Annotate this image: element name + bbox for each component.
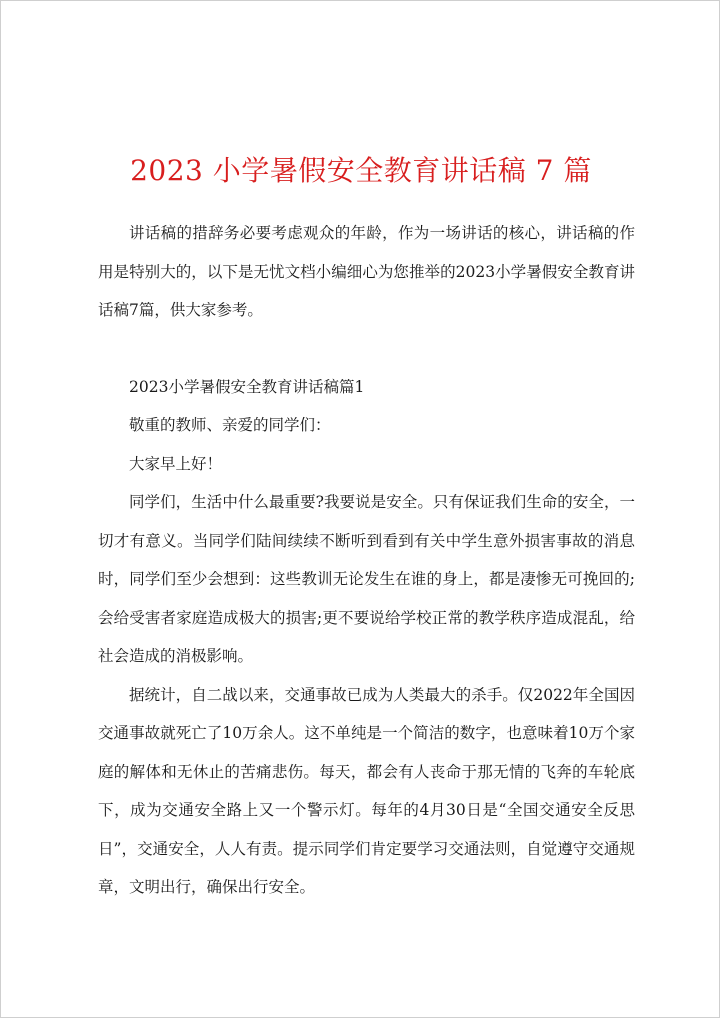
document-body: [98, 214, 635, 907]
section-heading: 2023小学暑假安全教育讲话稿篇1: [129, 377, 365, 396]
body-paragraph: 据统计，自二战以来，交通事故已成为人类最大的杀手。仅2022年全国因交通事故就死亡了10万余人。这不单纯是一个简洁的数字，也意味着10万个家庭的解体和无休止的苦痛悲伤。每天，都会有人丧命于那无情的飞奔的车轮底下，成为交通安全路上又一个警示灯。每年的4月30日是“全国交通安全反思日”，交通安全，人人有责。提示同学们肯定要学习交通法则，自觉遵守交通规章，文明出行，确保出行安全。: [98, 685, 635, 896]
salutation: 敬重的教师、亲爱的同学们：: [129, 416, 331, 434]
body-paragraph: 同学们，生活中什么最重要?我要说是安全。只有保证我们生命的安全，一切才有意义。当同学们陆间续续不断听到看到有关中学生意外损害事故的消息时，同学们至少会想到：这些教训无论发生在谁的身上，都是凄惨无可挽回的;会给受害者家庭造成极大的损害;更不要说给学校正常的教学秩序造成混乱，给社会造成的消极影响。: [98, 493, 635, 665]
greeting: 大家早上好！: [129, 454, 223, 473]
intro-paragraph: 讲话稿的措辞务必要考虑观众的年龄，作为一场讲话的核心，讲话稿的作用是特别大的，以下是无忧文档小编细心为您推举的2023小学暑假安全教育讲话稿7篇，供大家参考。: [98, 224, 635, 319]
document-title: 2023 小学暑假安全教育讲话稿 7 篇: [130, 154, 592, 187]
